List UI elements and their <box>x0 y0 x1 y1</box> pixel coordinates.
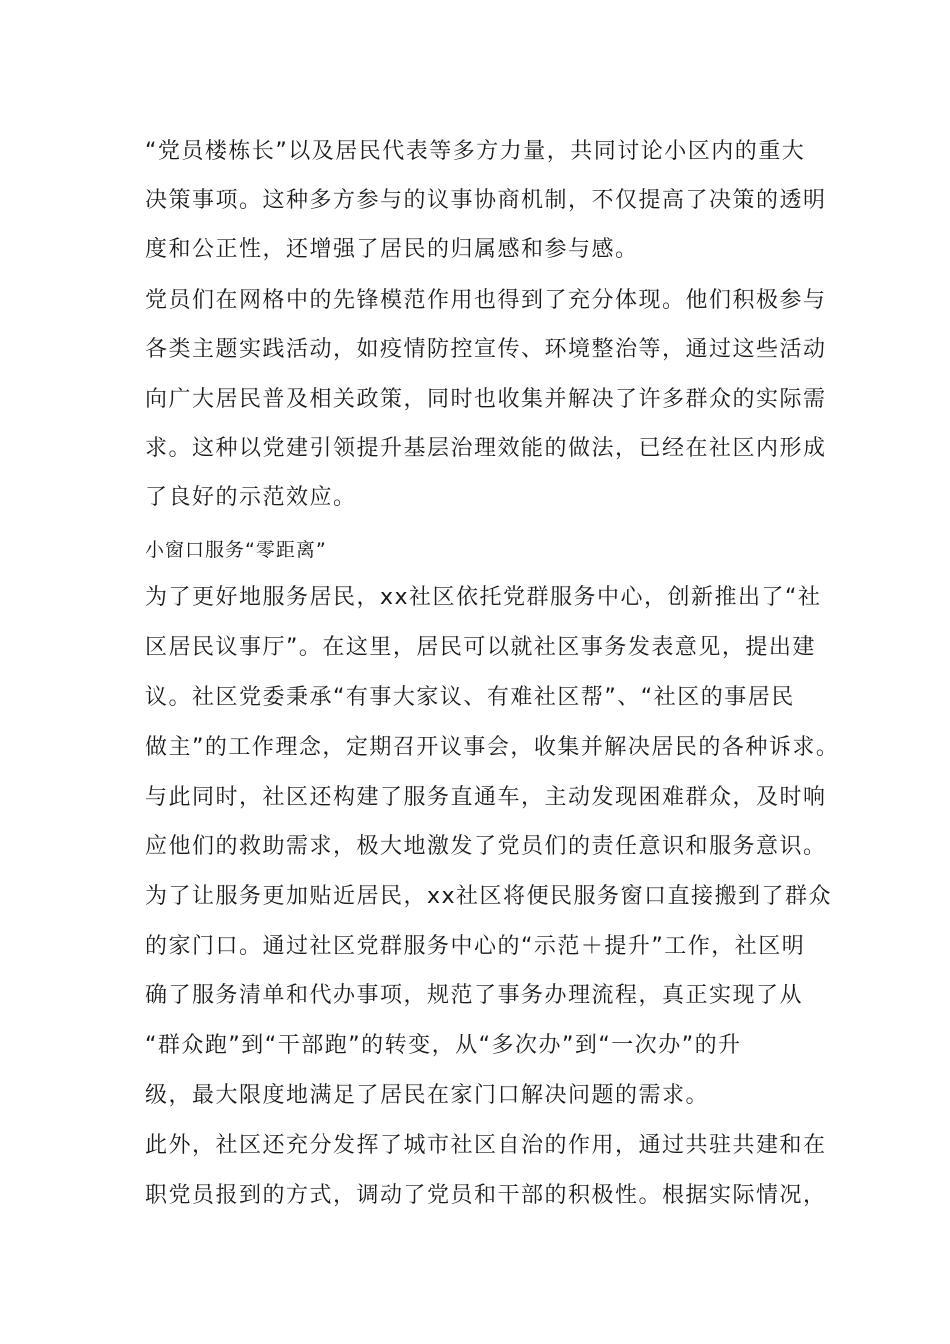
text-line: 为了更好地服务居民，xx社区依托党群服务中心，创新推出了“社 <box>145 585 822 610</box>
text-line: 此外，社区还充分发挥了城市社区自治的作用，通过共驻共建和在 <box>145 1133 827 1158</box>
text-line: 党员们在网格中的先锋模范作用也得到了充分体现。他们积极参与 <box>145 288 827 313</box>
text-line: 级，最大限度地满足了居民在家门口解决问题的需求。 <box>145 1083 710 1108</box>
text-line: 各类主题实践活动，如疫情防控宣传、环境整治等，通过这些活动 <box>145 337 827 362</box>
text-line: 确了服务清单和代办事项，规范了事务办理流程，真正实现了从 <box>145 983 804 1008</box>
text-line: 区居民议事厅”。在这里，居民可以就社区事务发表意见，提出建 <box>145 635 816 660</box>
text-line: 决策事项。这种多方参与的议事协商机制，不仅提高了决策的透明 <box>145 188 827 213</box>
text-line: 为了让服务更加贴近居民，xx社区将便民服务窗口直接搬到了群众 <box>145 884 833 909</box>
text-line: 求。这种以党建引领提升基层治理效能的做法，已经在社区内形成 <box>145 436 827 461</box>
text-line: “党员楼栋长”以及居民代表等多方力量，共同讨论小区内的重大 <box>145 139 806 164</box>
text-line: 了良好的示范效应。 <box>145 485 357 510</box>
text-line: “群众跑”到“干部跑”的转变，从“多次办”到“一次办”的升 <box>145 1033 742 1058</box>
section-heading: 小窗口服务“零距离” <box>145 539 327 561</box>
text-line: 与此同时，社区还构建了服务直通车，主动发现困难群众，及时响 <box>145 785 827 810</box>
text-line: 向广大居民普及相关政策，同时也收集并解决了许多群众的实际需 <box>145 387 827 412</box>
text-line: 应他们的救助需求，极大地激发了党员们的责任意识和服务意识。 <box>145 834 827 859</box>
text-line: 度和公正性，还增强了居民的归属感和参与感。 <box>145 237 639 262</box>
text-line: 做主”的工作理念，定期召开议事会，收集并解决居民的各种诉求。 <box>145 735 840 760</box>
text-line: 的家门口。通过社区党群服务中心的“示范＋提升”工作，社区明 <box>145 934 806 959</box>
text-line: 议。社区党委秉承“有事大家议、有难社区帮”、“社区的事居民 <box>145 685 795 710</box>
text-line: 职党员报到的方式，调动了党员和干部的积极性。根据实际情况， <box>145 1183 827 1208</box>
